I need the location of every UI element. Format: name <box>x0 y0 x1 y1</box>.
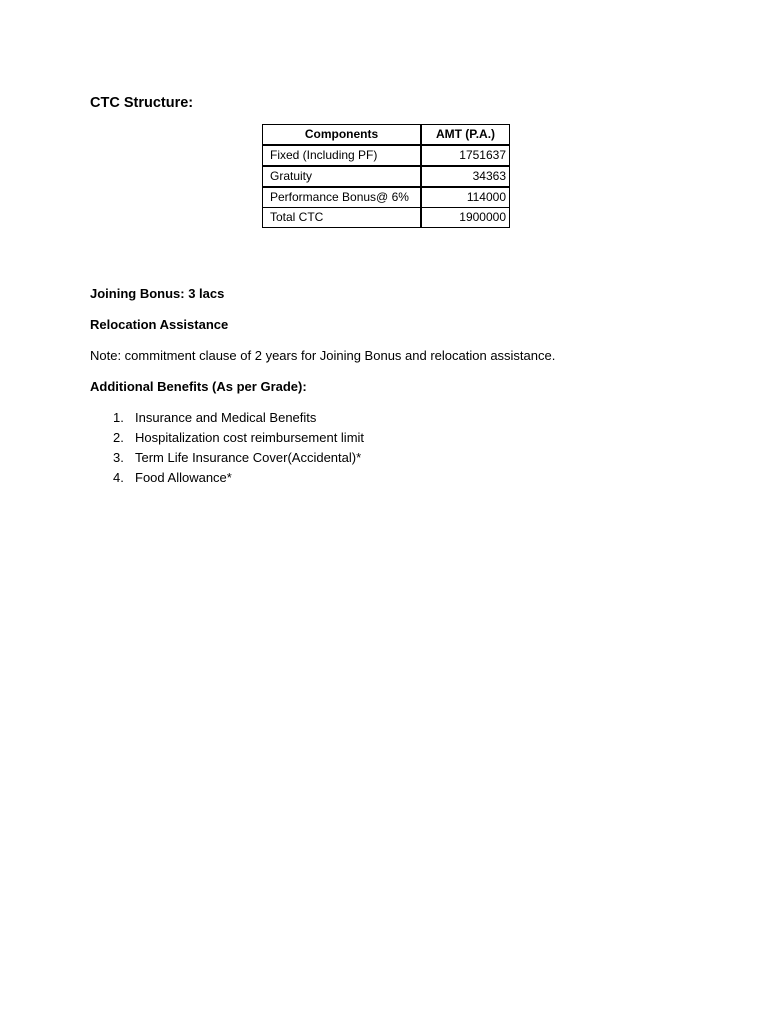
list-number: 4. <box>113 470 124 485</box>
ctc-table <box>262 124 510 228</box>
component-cell: Gratuity <box>263 166 422 187</box>
relocation-text: Relocation Assistance <box>90 317 229 332</box>
list-text: Hospitalization cost reimbursement limit <box>135 430 365 445</box>
table-row <box>263 166 510 187</box>
list-number: 3. <box>113 450 124 465</box>
list-text: Food Allowance* <box>135 470 232 485</box>
amount-cell: 1900000 <box>421 208 510 228</box>
component-cell: Total CTC <box>263 208 422 228</box>
note-text: Note: commitment clause of 2 years for Joining Bonus and relocation assistance. <box>90 348 556 363</box>
table-header-row <box>263 125 510 146</box>
column-header-amount: AMT (P.A.) <box>421 125 510 146</box>
table-row <box>263 208 510 228</box>
list-number: 2. <box>113 430 124 445</box>
table-row <box>263 187 510 208</box>
list-text: Term Life Insurance Cover(Accidental)* <box>135 450 362 465</box>
page-title: CTC Structure: <box>90 95 194 111</box>
component-cell: Performance Bonus@ 6% <box>263 187 422 208</box>
column-header-components: Components <box>263 125 422 146</box>
table-row <box>263 145 510 166</box>
amount-cell: 114000 <box>421 187 510 208</box>
list-number: 1. <box>113 410 124 425</box>
list-text: Insurance and Medical Benefits <box>135 410 317 425</box>
joining-bonus-text: Joining Bonus: 3 lacs <box>90 286 225 301</box>
benefits-heading: Additional Benefits (As per Grade): <box>90 379 307 394</box>
component-cell: Fixed (Including PF) <box>263 145 422 166</box>
amount-cell: 1751637 <box>421 145 510 166</box>
amount-cell: 34363 <box>421 166 510 187</box>
